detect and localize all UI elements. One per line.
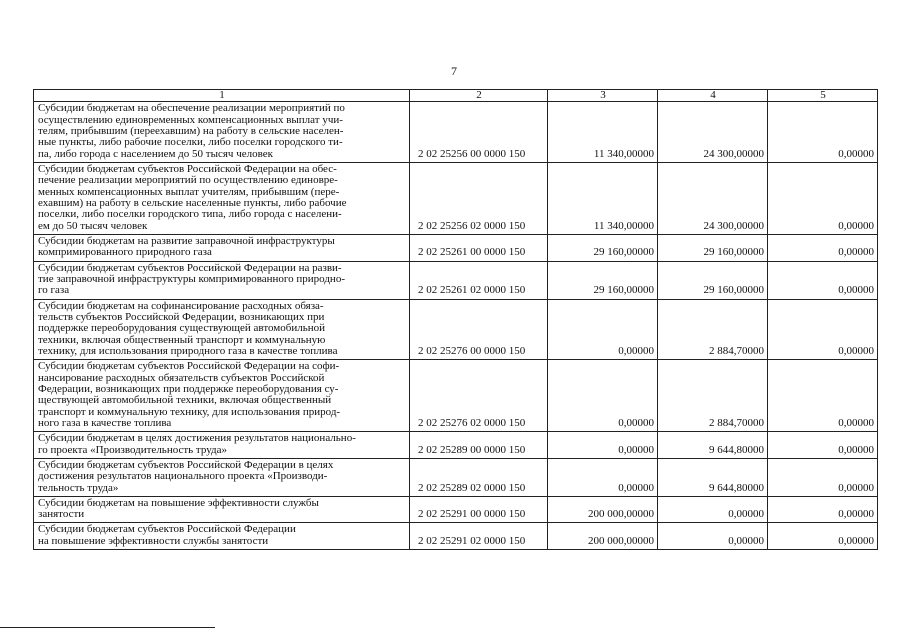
description-line: Субсидии бюджетам на обеспечение реализации мероприятий по (38, 102, 345, 115)
description-line: ного газа в качестве топлива (38, 416, 172, 429)
table-body (34, 102, 878, 550)
value-col4: 29 160,00000 (658, 234, 768, 261)
description-line: занятости (38, 508, 85, 521)
value-col4: 24 300,00000 (658, 162, 768, 234)
value-col4: 24 300,00000 (658, 102, 768, 163)
description-line: Субсидии бюджетам на развитие заправочной инфраструктуры (38, 234, 335, 247)
value-col4: 9 644,80000 (658, 458, 768, 496)
description-line: компримированного природного газа (38, 246, 212, 259)
table-row (34, 234, 878, 261)
column-header-2: 2 (410, 90, 548, 102)
table-row (34, 102, 878, 163)
budget-code: 2 02 25291 00 0000 150 (410, 496, 548, 523)
budget-code: 2 02 25256 02 0000 150 (410, 162, 548, 234)
table-row (34, 162, 878, 234)
description-line: Субсидии бюджетам на софинансирование расходных обяза- (38, 299, 324, 312)
description-line: на повышение эффективности службы занятости (38, 534, 269, 547)
row-description (34, 432, 410, 459)
description-line: Субсидии бюджетам на повышение эффективности службы (38, 496, 319, 509)
value-col5: 0,00000 (768, 360, 878, 432)
budget-code: 2 02 25291 02 0000 150 (410, 523, 548, 550)
description-line: Федерации, возникающих при поддержке переоборудования су- (38, 382, 339, 395)
description-line: Субсидии бюджетам субъектов Российской Федерации на софи- (38, 360, 340, 373)
value-col5: 0,00000 (768, 432, 878, 459)
description-line: ем до 50 тысяч человек (38, 219, 148, 232)
table-row (34, 458, 878, 496)
budget-code: 2 02 25289 02 0000 150 (410, 458, 548, 496)
row-description (34, 234, 410, 261)
row-description (34, 523, 410, 550)
value-col4: 29 160,00000 (658, 261, 768, 299)
table-row (34, 496, 878, 523)
value-col3: 0,00000 (548, 432, 658, 459)
description-line: ехавшим) на работу в сельские населенные пункты, либо рабочие (38, 196, 347, 209)
description-line: техники, включая общественный транспорт и коммунальную (38, 333, 326, 346)
description-line: поддержке переоборудования существующей автомобильной (38, 322, 326, 335)
description-line: осуществлению единовременных компенсационных выплат учи- (38, 113, 343, 126)
budget-code: 2 02 25276 00 0000 150 (410, 299, 548, 360)
value-col3: 29 160,00000 (548, 234, 658, 261)
value-col5: 0,00000 (768, 234, 878, 261)
value-col3: 11 340,00000 (548, 162, 658, 234)
table-row (34, 360, 878, 432)
row-description (34, 102, 410, 163)
description-line: телям, прибывшим (переехавшим) на работу в сельские населен- (38, 124, 344, 137)
description-line: Субсидии бюджетам субъектов Российской Федерации в целях (38, 458, 334, 471)
description-line: Субсидии бюджетам субъектов Российской Федерации на разви- (38, 261, 342, 274)
description-line: менных компенсационных выплат учителям, прибывшим (пере- (38, 185, 340, 198)
value-col5: 0,00000 (768, 162, 878, 234)
value-col3: 11 340,00000 (548, 102, 658, 163)
row-description (34, 360, 410, 432)
description-line: технику, для использования природного газа в качестве топлива (38, 344, 338, 357)
footnote-divider (0, 627, 215, 628)
value-col4: 9 644,80000 (658, 432, 768, 459)
description-line: го проекта «Производительность труда» (38, 443, 228, 456)
description-line: го газа (38, 284, 70, 297)
table-row (34, 299, 878, 360)
budget-table (33, 89, 878, 550)
description-line: тельств субъектов Российской Федерации, возникающих при (38, 310, 325, 323)
column-header-3: 3 (548, 90, 658, 102)
budget-code: 2 02 25289 00 0000 150 (410, 432, 548, 459)
description-line: ществующей автомобильной техники, включая общественный (38, 394, 332, 407)
budget-code: 2 02 25256 00 0000 150 (410, 102, 548, 163)
description-line: Субсидии бюджетам субъектов Российской Федерации (38, 523, 296, 536)
budget-code: 2 02 25261 00 0000 150 (410, 234, 548, 261)
value-col3: 0,00000 (548, 458, 658, 496)
description-line: достижения результатов национального проекта «Производи- (38, 470, 328, 483)
value-col3: 0,00000 (548, 360, 658, 432)
row-description (34, 458, 410, 496)
value-col3: 0,00000 (548, 299, 658, 360)
row-description (34, 299, 410, 360)
description-line: тельность труда» (38, 481, 119, 494)
description-line: Субсидии бюджетам субъектов Российской Федерации на обес- (38, 162, 337, 175)
row-description (34, 496, 410, 523)
description-line: тие заправочной инфраструктуры компримированного природно- (38, 272, 345, 285)
description-line: ные пункты, либо рабочие поселки, либо поселки городского ти- (38, 136, 343, 149)
value-col4: 2 884,70000 (658, 360, 768, 432)
column-header-5: 5 (768, 90, 878, 102)
description-line: транспорт и коммунальную технику, для использования природ- (38, 405, 341, 418)
column-header-1: 1 (34, 90, 410, 102)
table-row (34, 261, 878, 299)
value-col3: 200 000,00000 (548, 523, 658, 550)
value-col5: 0,00000 (768, 102, 878, 163)
page-number: 7 (451, 64, 457, 78)
value-col4: 0,00000 (658, 523, 768, 550)
row-description (34, 261, 410, 299)
description-line: па, либо города с населением до 50 тысяч человек (38, 147, 273, 160)
value-col3: 200 000,00000 (548, 496, 658, 523)
table-header-row (34, 90, 878, 102)
budget-code: 2 02 25261 02 0000 150 (410, 261, 548, 299)
value-col5: 0,00000 (768, 261, 878, 299)
value-col5: 0,00000 (768, 523, 878, 550)
value-col4: 2 884,70000 (658, 299, 768, 360)
table-row (34, 523, 878, 550)
description-line: Субсидии бюджетам в целях достижения результатов национально- (38, 432, 356, 445)
value-col5: 0,00000 (768, 496, 878, 523)
budget-code: 2 02 25276 02 0000 150 (410, 360, 548, 432)
value-col5: 0,00000 (768, 458, 878, 496)
value-col3: 29 160,00000 (548, 261, 658, 299)
table-row (34, 432, 878, 459)
value-col5: 0,00000 (768, 299, 878, 360)
description-line: поселки, либо поселки городского типа, либо города с населени- (38, 208, 342, 221)
column-header-4: 4 (658, 90, 768, 102)
row-description (34, 162, 410, 234)
description-line: нансирование расходных обязательств субъектов Российской (38, 371, 325, 384)
description-line: печение реализации мероприятий по осуществлению единовре- (38, 174, 338, 187)
value-col4: 0,00000 (658, 496, 768, 523)
